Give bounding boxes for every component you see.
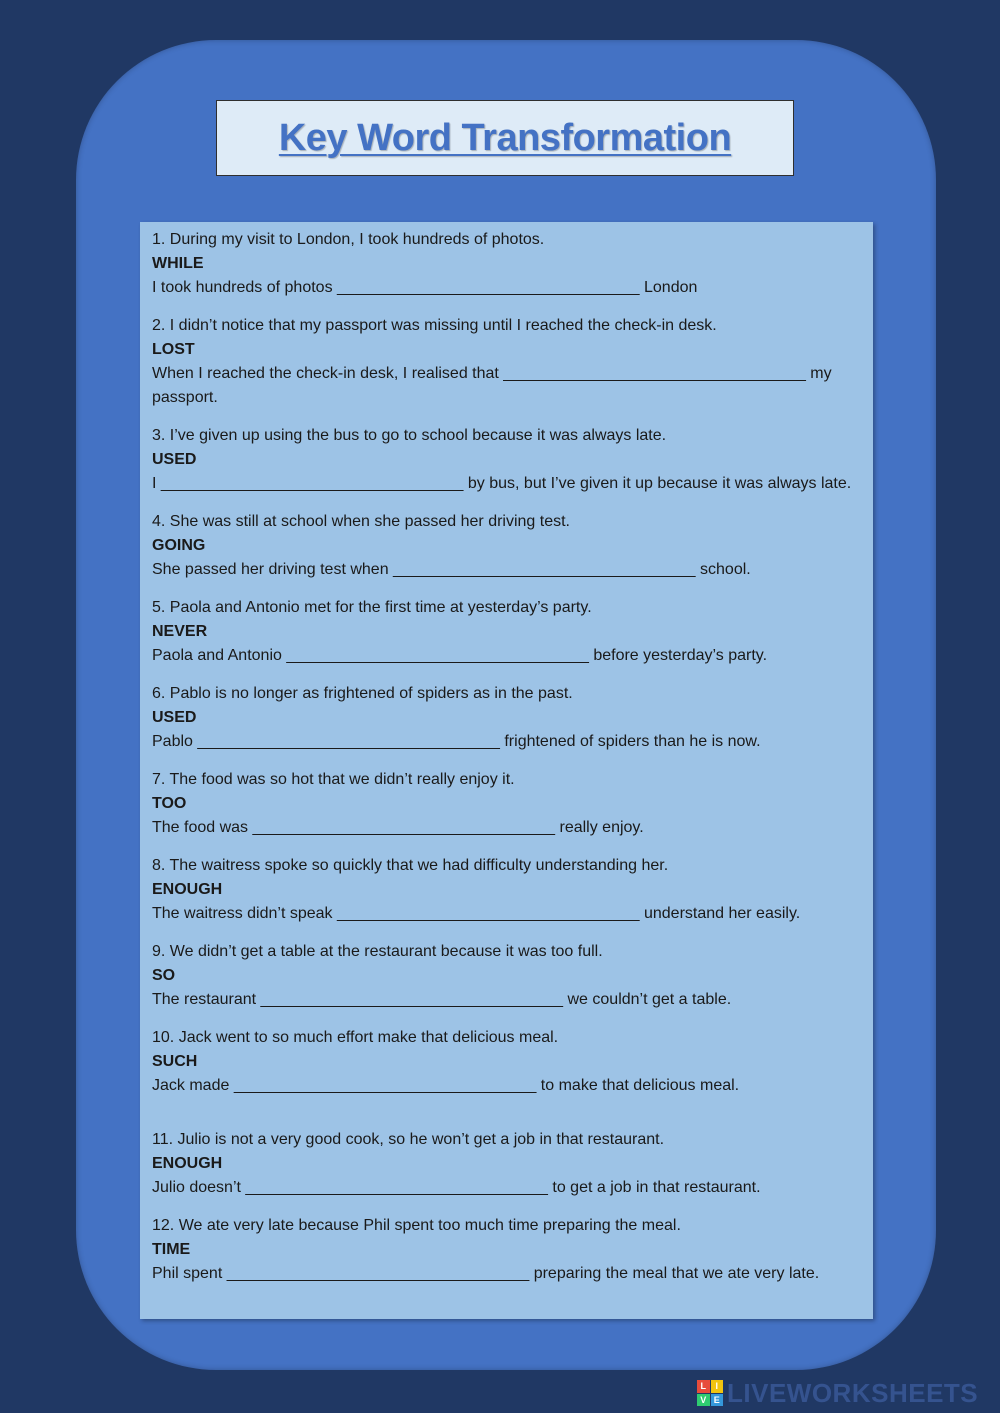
logo-letter: L	[697, 1380, 710, 1393]
exercise-item	[152, 1128, 861, 1200]
exercise-item	[152, 1214, 861, 1286]
exercise-sentence: 9. We didn’t get a table at the restaurant because it was too full.	[152, 943, 603, 960]
exercise-answer-line: The food was __________________________________ really enjoy.	[152, 819, 644, 836]
exercise-sentence: 2. I didn’t notice that my passport was missing until I reached the check-in desk.	[152, 317, 717, 334]
exercise-sentence: 1. During my visit to London, I took hundreds of photos.	[152, 231, 545, 248]
exercise-item	[152, 768, 861, 840]
exercise-sentence: 11. Julio is not a very good cook, so he won’t get a job in that restaurant.	[152, 1131, 665, 1148]
exercise-sentence: 5. Paola and Antonio met for the first time at yesterday’s party.	[152, 599, 592, 616]
liveworksheets-logo-icon	[697, 1380, 723, 1406]
exercise-keyword: TIME	[152, 1241, 191, 1258]
exercise-answer-line: When I reached the check-in desk, I realised that __________________________________ my passport.	[152, 365, 832, 406]
exercise-keyword: TOO	[152, 795, 187, 812]
exercise-sentence: 10. Jack went to so much effort make that delicious meal.	[152, 1029, 559, 1046]
exercise-item	[152, 854, 861, 926]
exercise-item	[152, 228, 861, 300]
title-box	[216, 100, 794, 176]
exercise-keyword: ENOUGH	[152, 1155, 223, 1172]
exercise-item	[152, 682, 861, 754]
exercise-answer-line: Jack made __________________________________ to make that delicious meal.	[152, 1077, 740, 1094]
exercise-keyword: SUCH	[152, 1053, 198, 1070]
exercise-sentence: 7. The food was so hot that we didn’t really enjoy it.	[152, 771, 515, 788]
exercise-item	[152, 314, 861, 410]
exercise-item	[152, 596, 861, 668]
exercise-keyword: USED	[152, 709, 197, 726]
exercise-answer-line: She passed her driving test when __________________________________ school.	[152, 561, 751, 578]
exercise-panel	[140, 222, 873, 1319]
exercise-answer-line: The restaurant __________________________________ we couldn’t get a table.	[152, 991, 732, 1008]
exercise-sentence: 3. I’ve given up using the bus to go to school because it was always late.	[152, 427, 667, 444]
brand-text: LIVEWORKSHEETS	[727, 1377, 979, 1408]
exercise-keyword: USED	[152, 451, 197, 468]
exercise-sentence: 12. We ate very late because Phil spent too much time preparing the meal.	[152, 1217, 681, 1234]
exercise-answer-line: Julio doesn’t __________________________________ to get a job in that restaurant.	[152, 1179, 761, 1196]
exercise-sentence: 8. The waitress spoke so quickly that we had difficulty understanding her.	[152, 857, 669, 874]
exercise-answer-line: I __________________________________ by bus, but I’ve given it up because it was always late.	[152, 475, 852, 492]
liveworksheets-brand	[697, 1377, 978, 1409]
exercise-answer-line: Pablo __________________________________ frightened of spiders than he is now.	[152, 733, 761, 750]
exercise-item	[152, 940, 861, 1012]
exercise-item	[152, 1026, 861, 1098]
exercise-keyword: WHILE	[152, 255, 204, 272]
exercise-sentence: 6. Pablo is no longer as frightened of spiders as in the past.	[152, 685, 573, 702]
exercise-keyword: ENOUGH	[152, 881, 223, 898]
exercise-keyword: GOING	[152, 537, 206, 554]
exercise-answer-line: The waitress didn’t speak __________________________________ understand her easily.	[152, 905, 801, 922]
exercise-answer-line: Paola and Antonio __________________________________ before yesterday’s party.	[152, 647, 768, 664]
logo-letter: E	[711, 1394, 724, 1407]
exercise-keyword: LOST	[152, 341, 195, 358]
exercise-answer-line: I took hundreds of photos __________________________________ London	[152, 279, 698, 296]
logo-letter: V	[697, 1394, 710, 1407]
exercise-answer-line: Phil spent __________________________________ preparing the meal that we ate very late.	[152, 1265, 820, 1282]
exercise-sentence: 4. She was still at school when she passed her driving test.	[152, 513, 570, 530]
page-title: Key Word Transformation	[278, 116, 732, 159]
logo-letter: I	[711, 1380, 724, 1393]
exercise-keyword: NEVER	[152, 623, 208, 640]
exercise-item	[152, 510, 861, 582]
exercise-item	[152, 424, 861, 496]
exercise-keyword: SO	[152, 967, 176, 984]
